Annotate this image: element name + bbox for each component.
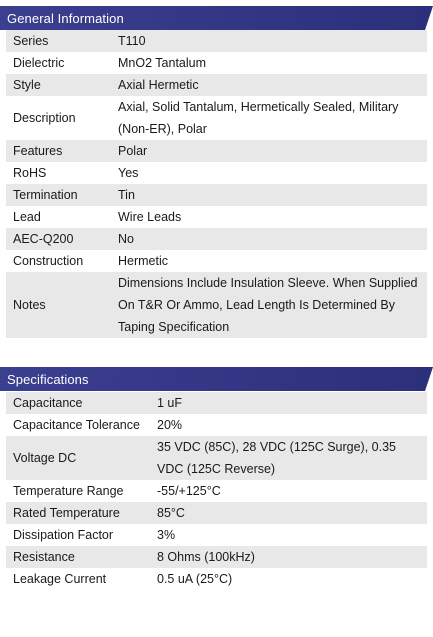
table-row [6, 206, 427, 228]
row-label: RoHS [6, 162, 111, 184]
row-label: Temperature Range [6, 480, 150, 502]
row-value: 3% [150, 524, 427, 546]
row-value: Hermetic [111, 250, 427, 272]
row-value: -55/+125°C [150, 480, 427, 502]
table-row [6, 480, 427, 502]
row-label: Voltage DC [6, 436, 150, 480]
row-value: T110 [111, 30, 427, 52]
row-value: MnO2 Tantalum [111, 52, 427, 74]
row-label: Description [6, 96, 111, 140]
general-information-header [0, 6, 433, 30]
row-label: Lead [6, 206, 111, 228]
row-label: Capacitance [6, 392, 150, 414]
table-row [6, 546, 427, 568]
row-value: No [111, 228, 427, 250]
table-row [6, 250, 427, 272]
row-value: 20% [150, 414, 427, 436]
specifications-header [0, 367, 433, 391]
row-label: Leakage Current [6, 568, 150, 590]
row-value: Tin [111, 184, 427, 206]
row-value: 35 VDC (85C), 28 VDC (125C Surge), 0.35 VDC (125C Reverse) [150, 436, 427, 480]
table-row [6, 502, 427, 524]
row-value: 8 Ohms (100kHz) [150, 546, 427, 568]
table-row [6, 392, 427, 414]
row-value: Dimensions Include Insulation Sleeve. When Supplied On T&R Or Ammo, Lead Length Is Determined By Taping Specification [111, 272, 427, 338]
table-row [6, 52, 427, 74]
row-label: Rated Temperature [6, 502, 150, 524]
table-row [6, 162, 427, 184]
table-row [6, 140, 427, 162]
section-title: Specifications [7, 371, 89, 387]
row-value: Axial, Solid Tantalum, Hermetically Sealed, Military (Non-ER), Polar [111, 96, 427, 140]
table-row [6, 524, 427, 546]
row-label: Termination [6, 184, 111, 206]
table-row [6, 228, 427, 250]
row-label: Dielectric [6, 52, 111, 74]
row-value: Axial Hermetic [111, 74, 427, 96]
row-value: 1 uF [150, 392, 427, 414]
row-label: Features [6, 140, 111, 162]
row-label: Series [6, 30, 111, 52]
row-value: 85°C [150, 502, 427, 524]
row-value: Wire Leads [111, 206, 427, 228]
row-value: 0.5 uA (25°C) [150, 568, 427, 590]
row-value: Yes [111, 162, 427, 184]
general-information-table [6, 30, 427, 338]
specifications-table [6, 392, 427, 590]
table-row [6, 184, 427, 206]
table-row [6, 96, 427, 140]
table-row [6, 436, 427, 480]
row-label: Style [6, 74, 111, 96]
table-row [6, 74, 427, 96]
row-label: Dissipation Factor [6, 524, 150, 546]
table-row [6, 568, 427, 590]
row-label: AEC-Q200 [6, 228, 111, 250]
row-label: Capacitance Tolerance [6, 414, 150, 436]
table-row [6, 272, 427, 338]
row-value: Polar [111, 140, 427, 162]
table-row [6, 30, 427, 52]
row-label: Notes [6, 272, 111, 338]
row-label: Construction [6, 250, 111, 272]
table-row [6, 414, 427, 436]
section-title: General Information [7, 10, 124, 26]
row-label: Resistance [6, 546, 150, 568]
